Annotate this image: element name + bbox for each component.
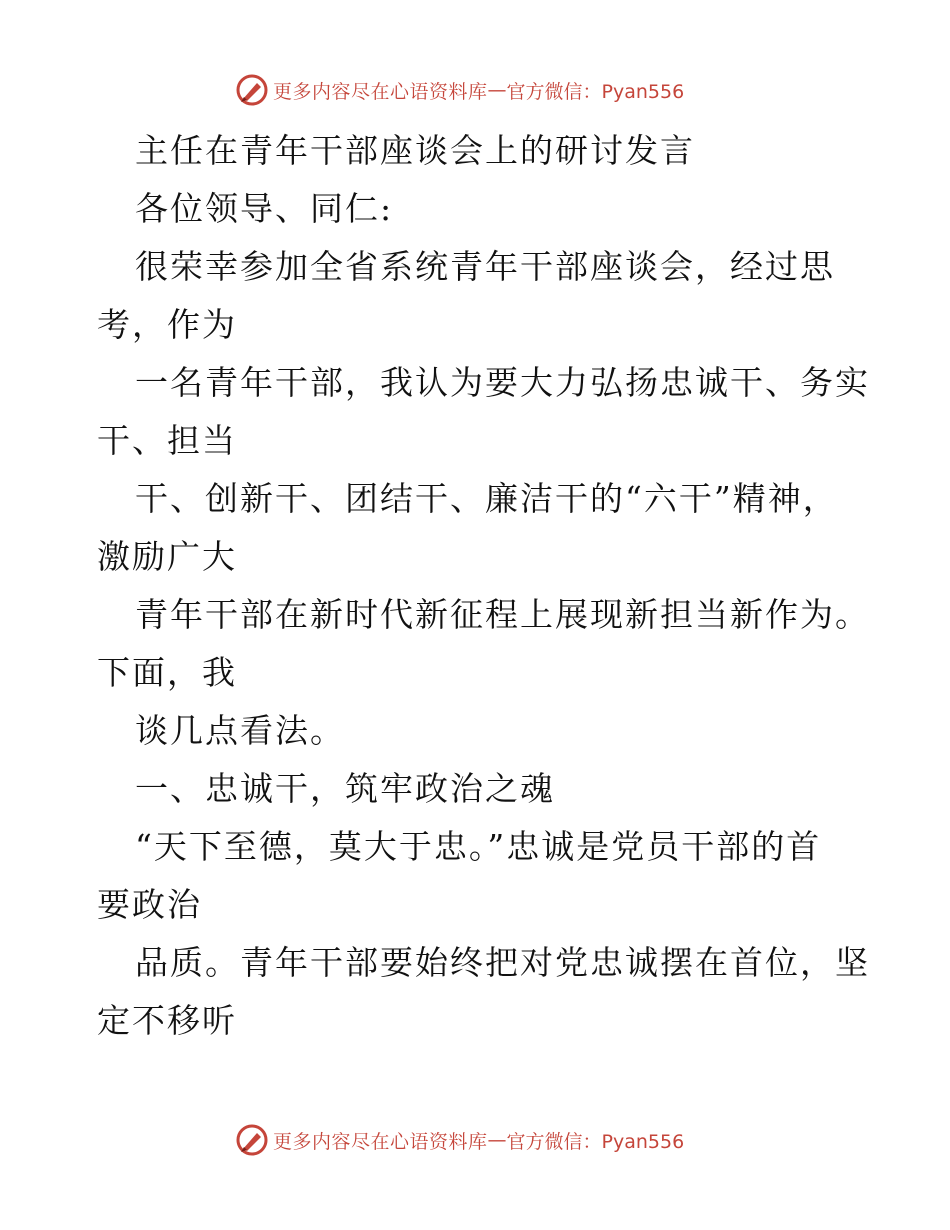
paragraph-line: 考，作为 [97,305,237,344]
watermark-dash: — [487,79,507,101]
paragraph-line: 干、担当 [97,421,237,460]
paragraph-line: 激励广大 [97,537,237,576]
document-title: 主任在青年干部座谈会上的研讨发言 [135,131,695,170]
paragraph-line: 品质。青年干部要始终把对党忠诚摆在首位，坚 [135,943,870,982]
paragraph-line: 干、创新干、团结干、廉洁干的“六干”精神， [135,479,838,518]
paragraph-line: “天下至德，莫大于忠。”忠诚是党员干部的首 [135,827,822,866]
header-watermark [235,72,684,108]
watermark-wechat-text: 官方微信：Pyan556 [506,1130,685,1153]
salutation: 各位领导、同仁: [135,189,394,228]
pen-nib-logo-icon [235,73,269,107]
paragraph-line: 青年干部在新时代新征程上展现新担当新作为。 [135,595,870,634]
document-body [97,122,870,1050]
watermark-dash: — [487,1129,507,1151]
watermark-wechat-text: 官方微信：Pyan556 [506,80,685,103]
pen-nib-logo-icon [235,1123,269,1157]
paragraph-line: 定不移听 [97,1001,237,1040]
footer-watermark [235,1122,684,1158]
watermark-site-text: 更多内容尽在心语资料库 [273,1130,488,1153]
paragraph-line: 很荣幸参加全省系统青年干部座谈会，经过思 [135,247,835,286]
paragraph-line: 一名青年干部，我认为要大力弘扬忠诚干、务实 [135,363,870,402]
paragraph-line: 谈几点看法。 [135,711,345,750]
paragraph-line: 要政治 [97,885,202,924]
watermark-site-text: 更多内容尽在心语资料库 [273,80,488,103]
section-heading: 一、忠诚干，筑牢政治之魂 [135,769,555,808]
paragraph-line: 下面，我 [97,653,237,692]
